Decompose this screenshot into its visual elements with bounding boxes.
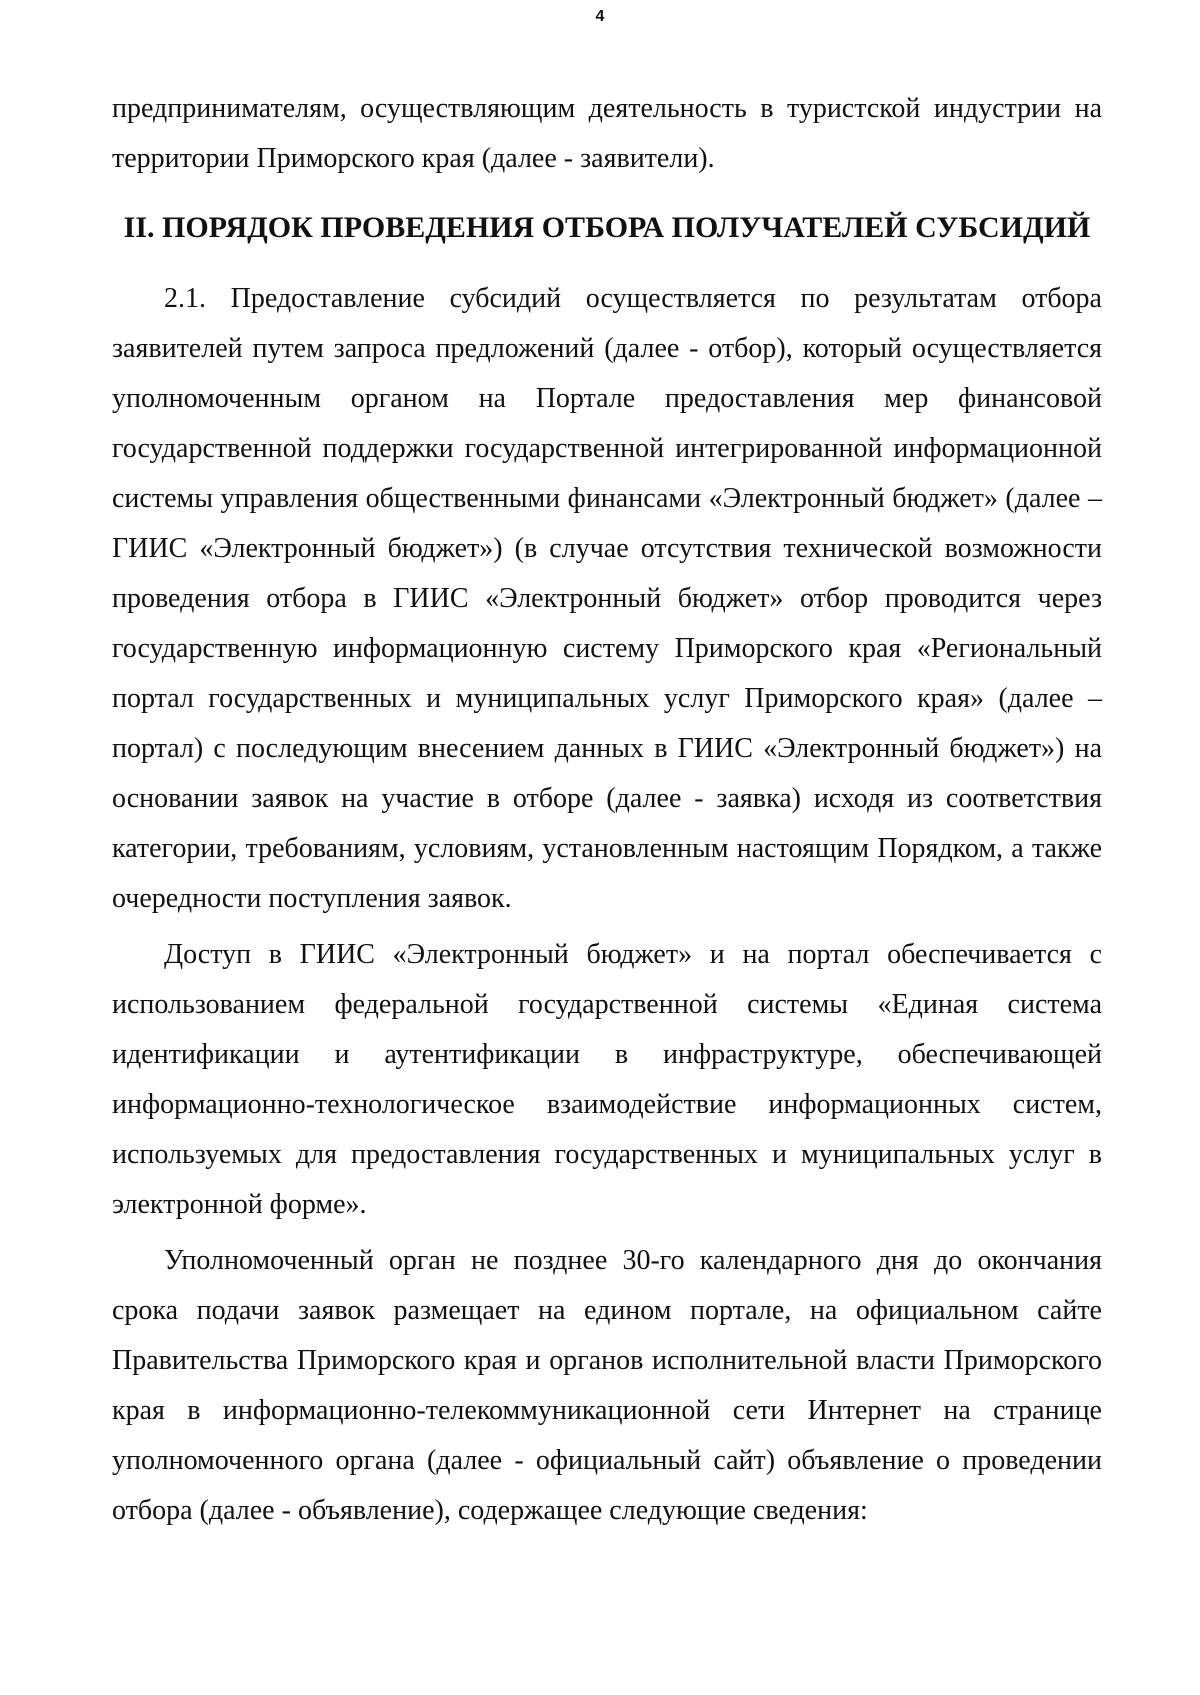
paragraph-announcement: Уполномоченный орган не позднее 30-го календарного дня до окончания срока подачи заявок размещает на едином портале, на официальном сайте Правительства Приморского края и органов исполнительной власти Приморского края в информационно-телекоммуникационной сети Интернет на странице уполномоченного органа (далее - официальный сайт) объявление о проведении отбора (далее - объявление), содержащее следующие сведения: [112, 1245, 1102, 1526]
section-heading: II. ПОРЯДОК ПРОВЕДЕНИЯ ОТБОРА ПОЛУЧАТЕЛЕЙ СУБСИДИЙ [123, 211, 1091, 244]
paragraph-2-1: 2.1. Предоставление субсидий осуществляется по результатам отбора заявителей путем запроса предложений (далее - отбор), который осуществляется уполномоченным органом на Портале предоставления мер финансовой государственной поддержки государственной интегрированной информационной системы управления общественными финансами «Электронный бюджет» (далее – ГИИС «Электронный бюджет») (в случае отсутствия технической возможности проведения отбора в ГИИС «Электронный бюджет» отбор проводится через государственную информационную систему Приморского края «Региональный портал государственных и муниципальных услуг Приморского края» (далее – портал) с последующим внесением данных в ГИИС «Электронный бюджет») на основании заявок на участие в отборе (далее - заявка) исходя из соответствия категории, требованиям, условиям, установленным настоящим Порядком, а также очередности поступления заявок. [112, 283, 1102, 914]
intro-paragraph: предпринимателям, осуществляющим деятельность в туристской индустрии на территории Приморского края (далее - заявители). [112, 93, 1102, 174]
page-number: 4 [595, 8, 605, 25]
paragraph-access: Доступ в ГИИС «Электронный бюджет» и на портал обеспечивается с использованием федеральной государственной системы «Единая система идентификации и аутентификации в инфраструктуре, обеспечивающей информационно-технологическое взаимодействие информационных систем, используемых для предоставления государственных и муниципальных услуг в электронной форме». [112, 939, 1102, 1220]
document-body [112, 84, 1102, 1536]
